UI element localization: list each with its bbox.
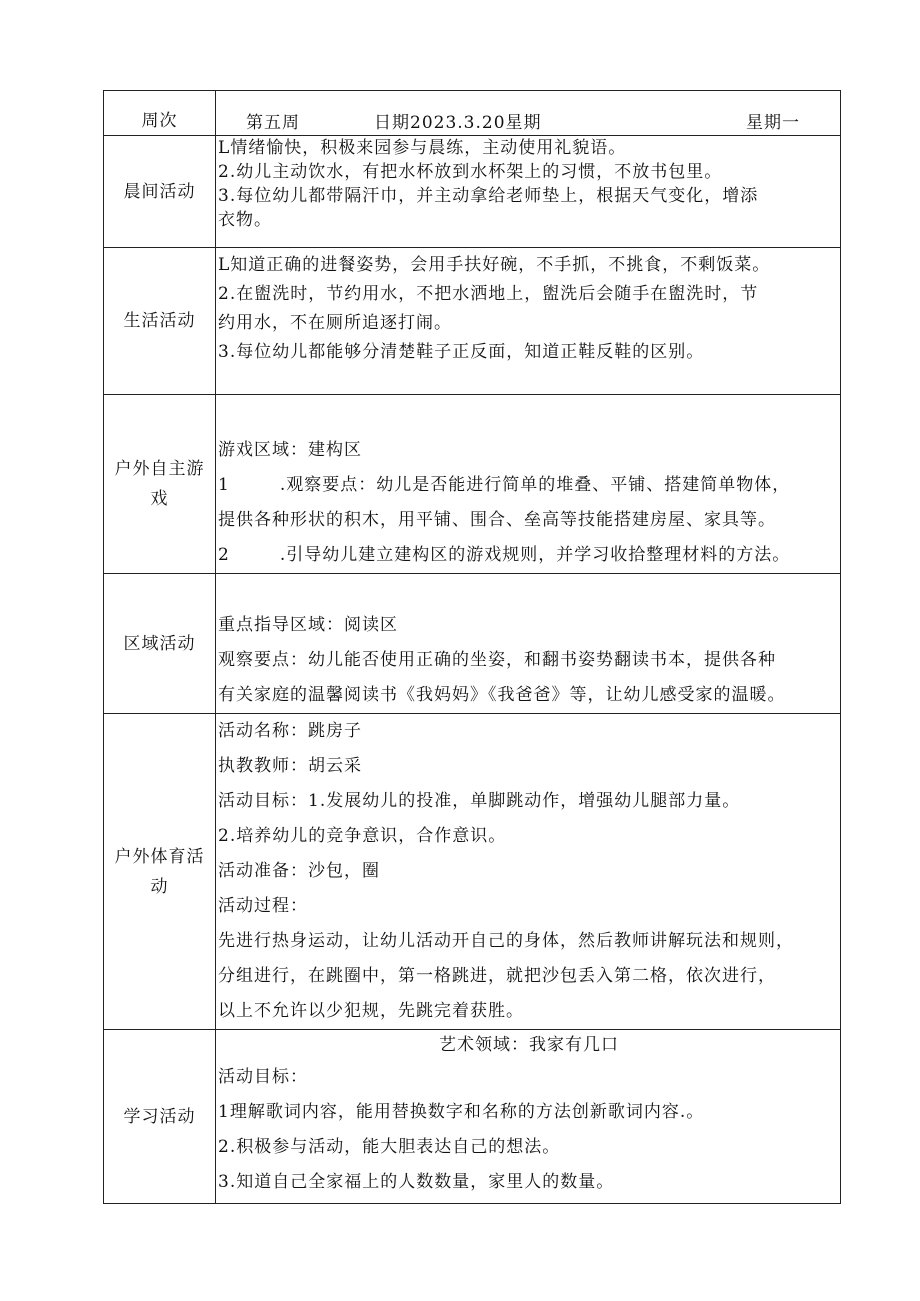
content-outdoor-free-play xyxy=(216,395,841,574)
item-number: 2 xyxy=(218,545,230,565)
content-outdoor-sports xyxy=(216,714,841,1030)
row-daily-life xyxy=(104,248,841,395)
week-label: 周次 xyxy=(141,111,178,131)
text-line: 有关家庭的温馨阅读书《我妈妈》《我爸爸》等，让幼儿感受家的温暖。 xyxy=(218,685,786,705)
week-number: 第五周 xyxy=(246,113,300,133)
text-line: 3.每位幼儿都能够分清楚鞋子正反面，知道正鞋反鞋的区别。 xyxy=(218,342,705,362)
text-line: 3.每位幼儿都带隔汗巾，并主动拿给老师垫上，根据天气变化，增添 xyxy=(218,186,759,206)
weekday-text: 星期一 xyxy=(746,113,800,133)
header-row xyxy=(104,91,841,136)
text-line: 1理解歌词内容，能用替换数字和名称的方法创新歌词内容.。 xyxy=(218,1102,705,1122)
text-line: 活动目标： xyxy=(218,1067,308,1087)
row-label-line: 戏 xyxy=(150,489,169,509)
content-learning-activity xyxy=(216,1030,841,1204)
date-text: 日期2023.3.20星期 xyxy=(374,113,542,133)
text-line: 以上不允许以少犯规，先跳完着获胜。 xyxy=(218,1001,524,1021)
text-line: 游戏区域：建构区 xyxy=(218,440,362,460)
item-text: .引导幼儿建立建构区的游戏规则，并学习收拾整理材料的方法。 xyxy=(279,545,791,565)
subject-title: 艺术领域：我家有几口 xyxy=(439,1035,619,1055)
text-line xyxy=(218,538,840,573)
row-label: 生活活动 xyxy=(123,311,196,331)
row-label: 晨间活动 xyxy=(123,181,196,202)
label-outdoor-sports xyxy=(104,714,216,1030)
text-line: 约用水，不在厕所追逐打闹。 xyxy=(218,313,452,333)
header-info-cell xyxy=(216,91,841,136)
row-label: 区域活动 xyxy=(123,633,196,654)
label-morning-activity xyxy=(104,136,216,248)
week-label-cell xyxy=(104,91,216,136)
row-outdoor-free-play xyxy=(104,395,841,574)
text-line: 3.知道自己全家福上的人数数量，家里人的数量。 xyxy=(218,1172,615,1192)
label-daily-life xyxy=(104,248,216,395)
text-line xyxy=(218,468,840,503)
text-line: 提供各种形状的积木，用平铺、围合、垒高等技能搭建房屋、家具等。 xyxy=(218,510,776,530)
row-label-line: 动 xyxy=(150,876,169,897)
text-line: 活动名称：跳房子 xyxy=(218,721,362,741)
text-line: 观察要点：幼儿能否使用正确的坐姿，和翻书姿势翻读书本，提供各种 xyxy=(218,650,776,670)
row-morning-activity xyxy=(104,136,841,248)
text-line: 活动过程： xyxy=(218,896,308,916)
content-morning-activity xyxy=(216,136,841,248)
activity-plan-sheet xyxy=(103,90,840,1204)
text-line: 重点指导区域：阅读区 xyxy=(218,615,398,635)
label-learning-activity xyxy=(104,1030,216,1204)
text-line: 2.幼儿主动饮水，有把水杯放到水杯架上的习惯，不放书包里。 xyxy=(218,162,723,182)
item-text: .观察要点：幼儿是否能进行简单的堆叠、平铺、搭建简单物体， xyxy=(279,475,791,495)
row-label-line: 户外自主游 xyxy=(114,459,205,479)
text-line: 活动目标：1.发展幼儿的投准，单脚跳动作，增强幼儿腿部力量。 xyxy=(218,791,741,811)
row-area-activity xyxy=(104,574,841,714)
text-line: 执教教师：胡云采 xyxy=(218,756,362,776)
text-line: 先进行热身运动，让幼儿活动开自己的身体，然后教师讲解玩法和规则， xyxy=(218,931,794,951)
weekly-plan-table xyxy=(103,90,841,1204)
row-outdoor-sports xyxy=(104,714,841,1030)
text-line: 分组进行，在跳圈中，第一格跳进，就把沙包丢入第二格，依次进行， xyxy=(218,966,776,986)
text-line: 2.积极参与活动，能大胆表达自己的想法。 xyxy=(218,1137,561,1157)
content-daily-life xyxy=(216,248,841,395)
row-learning-activity xyxy=(104,1030,841,1204)
text-line: L情绪愉快，积极来园参与晨练，主动使用礼貌语。 xyxy=(218,138,627,158)
text-line: 2.在盥洗时，节约用水，不把水洒地上，盥洗后会随手在盥洗时，节 xyxy=(218,284,759,304)
row-label: 学习活动 xyxy=(123,1106,196,1127)
text-line: 活动准备：沙包，圈 xyxy=(218,861,380,881)
text-line: 衣物。 xyxy=(218,210,272,230)
text-line: 2.培养幼儿的竞争意识，合作意识。 xyxy=(218,826,507,846)
item-number: 1 xyxy=(218,475,230,495)
row-label-line: 户外体育活 xyxy=(114,846,205,867)
content-area-activity xyxy=(216,574,841,714)
label-area-activity xyxy=(104,574,216,714)
text-line: L知道正确的进餐姿势，会用手扶好碗，不手抓，不挑食，不剩饭菜。 xyxy=(218,255,771,275)
label-outdoor-free-play xyxy=(104,395,216,574)
